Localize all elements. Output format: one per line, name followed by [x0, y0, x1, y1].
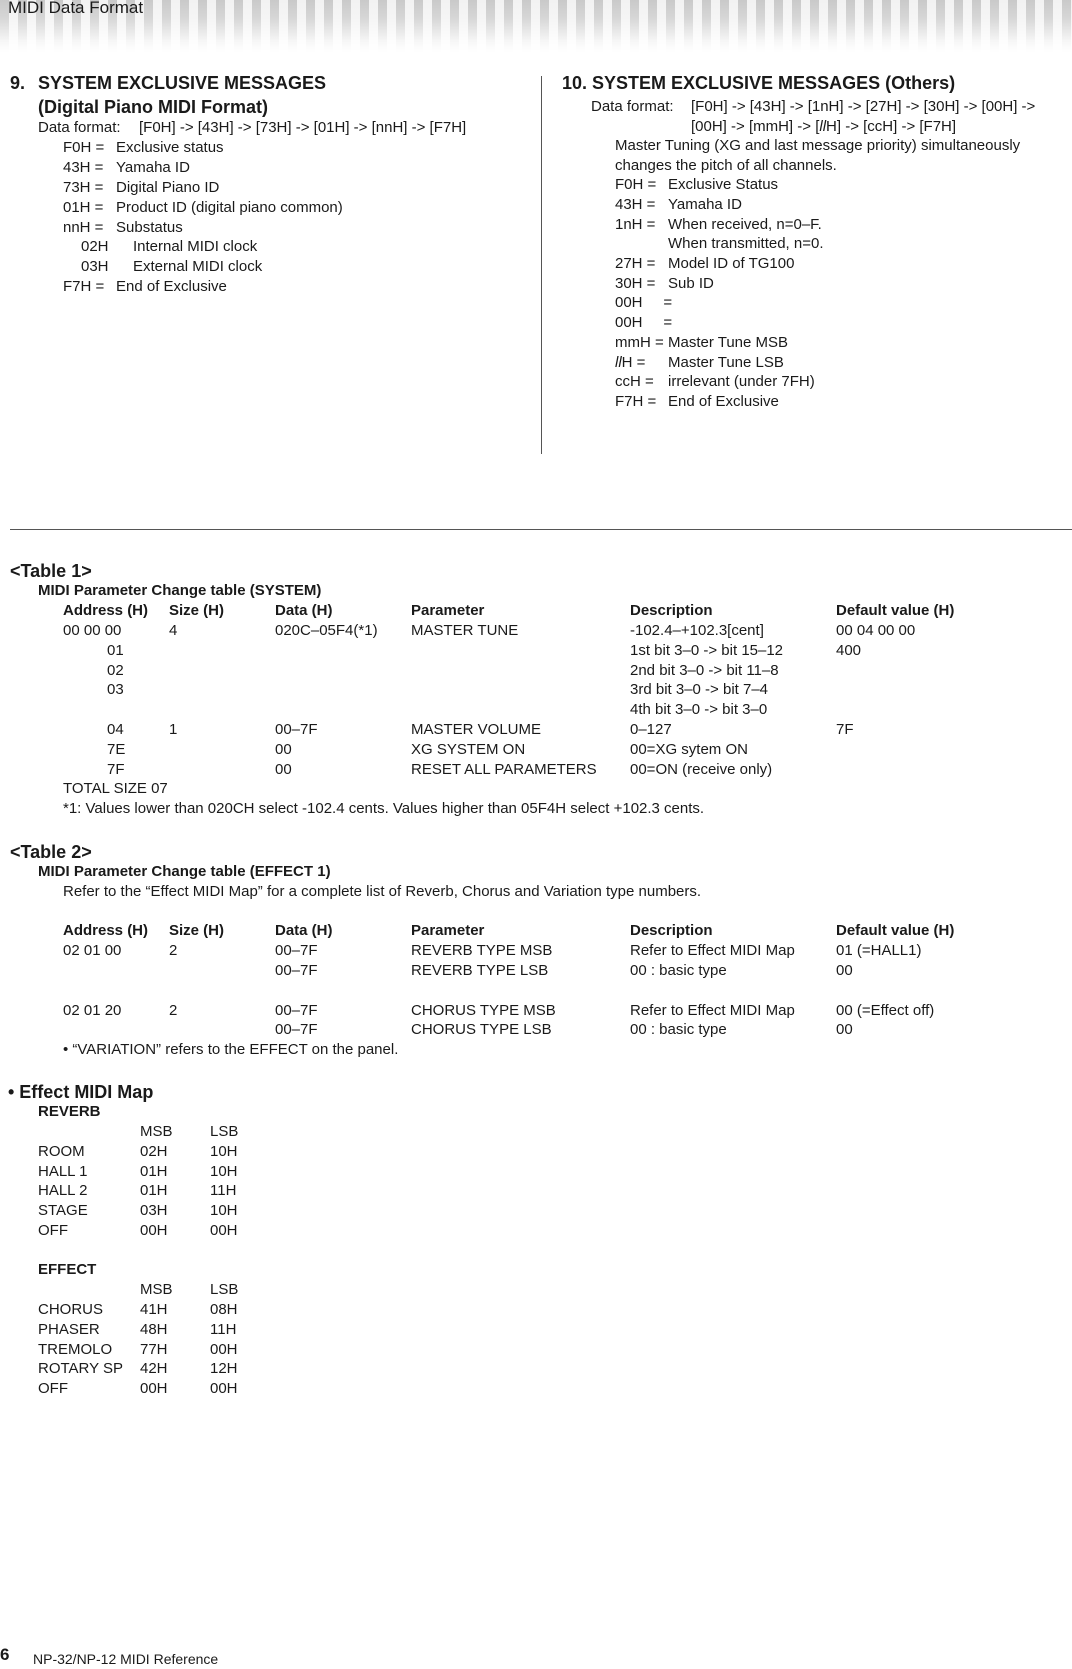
s9-key: nnH =: [63, 219, 104, 236]
t1-cell: 400: [836, 642, 862, 659]
section-10-format-line2: [00H] -> [mmH] -> [llH] -> [ccH] -> [F7H]: [691, 118, 957, 135]
reverb-row-name: ROOM: [38, 1143, 85, 1160]
s10-value: When transmitted, n=0.: [668, 235, 824, 252]
t1-cell: 00: [275, 741, 292, 758]
effect-row-name: OFF: [38, 1380, 68, 1397]
table-2-note: • “VARIATION” refers to the EFFECT on the panel.: [63, 1041, 399, 1058]
effect-row-msb: 77H: [140, 1341, 168, 1358]
table-1-total: TOTAL SIZE 07: [63, 780, 168, 797]
reverb-row-msb: 01H: [140, 1163, 168, 1180]
t2-col-header: Data (H): [275, 922, 333, 939]
t2-cell: 00: [836, 1021, 853, 1038]
section-9-format-value: [F0H] -> [43H] -> [73H] -> [01H] -> [nnH] -> [F7H]: [139, 119, 467, 136]
header-band: [0, 0, 1072, 52]
t2-cell: 02 01 00: [63, 942, 122, 959]
reverb-row-lsb: 10H: [210, 1163, 238, 1180]
reverb-row-lsb: 00H: [210, 1222, 238, 1239]
reverb-row-name: OFF: [38, 1222, 68, 1239]
t2-cell: CHORUS TYPE LSB: [411, 1021, 552, 1038]
s10-key: 00H =: [615, 294, 673, 311]
reverb-row-lsb: 11H: [210, 1182, 237, 1199]
t1-cell: 7F: [107, 761, 125, 778]
s10-value: Exclusive Status: [668, 176, 779, 193]
t1-cell: 7E: [107, 741, 126, 758]
s10-value: Master Tune MSB: [668, 334, 789, 351]
s10-key: 43H =: [615, 196, 656, 213]
effect-row-name: PHASER: [38, 1321, 100, 1338]
s10-key: F7H =: [615, 393, 657, 410]
t2-col-header: Address (H): [63, 922, 149, 939]
t2-col-header: Size (H): [169, 922, 225, 939]
s9-value: Substatus: [116, 219, 183, 236]
s9-key: 01H =: [63, 199, 104, 216]
t2-cell: 00 : basic type: [630, 1021, 727, 1038]
t2-cell: 2: [169, 942, 178, 959]
s9-sub-key: 03H: [81, 258, 109, 275]
t2-col-header: Parameter: [411, 922, 485, 939]
table-1-heading: <Table 1>: [10, 561, 92, 581]
effect-row-lsb: 08H: [210, 1301, 238, 1318]
t1-col-header: Description: [630, 602, 713, 619]
effect-row-msb: 42H: [140, 1360, 168, 1377]
reverb-row-lsb: 10H: [210, 1143, 238, 1160]
reverb-row-msb: 02H: [140, 1143, 168, 1160]
effect-row-name: CHORUS: [38, 1301, 104, 1318]
s10-value: End of Exclusive: [668, 393, 779, 410]
table-2-subtitle: MIDI Parameter Change table (EFFECT 1): [38, 863, 331, 880]
page-number: 6: [0, 1645, 10, 1664]
t2-col-header: Description: [630, 922, 713, 939]
s9-value: Digital Piano ID: [116, 179, 220, 196]
t2-cell: 00–7F: [275, 1021, 318, 1038]
reverb-row-name: HALL 1: [38, 1163, 88, 1180]
t2-cell: 00: [836, 962, 853, 979]
section-9-subtitle: (Digital Piano MIDI Format): [38, 97, 269, 117]
s9-key: F7H =: [63, 278, 105, 295]
t1-cell: 2nd bit 3–0 -> bit 11–8: [630, 662, 779, 679]
section-9-title: SYSTEM EXCLUSIVE MESSAGES: [38, 73, 327, 93]
t1-cell: 04: [107, 721, 124, 738]
t1-cell: 020C–05F4(*1): [275, 622, 378, 639]
section-10-desc-line2: changes the pitch of all channels.: [615, 157, 837, 174]
s9-value: Exclusive status: [116, 139, 224, 156]
reverb-col-header: LSB: [210, 1123, 239, 1140]
reverb-row-msb: 03H: [140, 1202, 168, 1219]
s10-key: ccH =: [615, 373, 654, 390]
t2-cell: REVERB TYPE LSB: [411, 962, 549, 979]
section-10-format-line1: [F0H] -> [43H] -> [1nH] -> [27H] -> [30H] -> [00H] ->: [691, 98, 1036, 115]
t1-cell: 7F: [836, 721, 854, 738]
table-1-subtitle: MIDI Parameter Change table (SYSTEM): [38, 582, 322, 599]
s10-key: 00H =: [615, 314, 673, 331]
effect-row-msb: 00H: [140, 1380, 168, 1397]
t1-col-header: Parameter: [411, 602, 485, 619]
s10-value: Model ID of TG100: [668, 255, 795, 272]
effect-row-msb: 41H: [140, 1301, 168, 1318]
s10-key: 30H =: [615, 275, 656, 292]
t2-cell: 02 01 20: [63, 1002, 122, 1019]
reverb-row-lsb: 10H: [210, 1202, 238, 1219]
section-9-number: 9.: [10, 73, 26, 93]
t1-cell: 00–7F: [275, 721, 318, 738]
t2-cell: 00–7F: [275, 1002, 318, 1019]
s9-value: Yamaha ID: [116, 159, 190, 176]
s10-key: llH =: [615, 354, 646, 371]
s10-value: Master Tune LSB: [668, 354, 784, 371]
effect-col-header: MSB: [140, 1281, 173, 1298]
t2-cell: Refer to Effect MIDI Map: [630, 942, 795, 959]
s9-key: 73H =: [63, 179, 104, 196]
t1-col-header: Address (H): [63, 602, 149, 619]
reverb-row-msb: 00H: [140, 1222, 168, 1239]
reverb-title: REVERB: [38, 1103, 101, 1120]
t1-cell: 4th bit 3–0 -> bit 3–0: [630, 701, 768, 718]
t1-cell: 1: [169, 721, 178, 738]
t2-cell: 2: [169, 1002, 178, 1019]
t2-cell: Refer to Effect MIDI Map: [630, 1002, 795, 1019]
effect-row-name: ROTARY SP: [38, 1360, 124, 1377]
section-10-desc-line1: Master Tuning (XG and last message priority) simultaneously: [615, 137, 1021, 154]
s10-key: F0H =: [615, 176, 657, 193]
s10-key: 27H =: [615, 255, 656, 272]
effect-row-name: TREMOLO: [38, 1341, 113, 1358]
t2-cell: REVERB TYPE MSB: [411, 942, 553, 959]
t1-cell: MASTER TUNE: [411, 622, 519, 639]
t1-cell: 02: [107, 662, 124, 679]
effect-title: EFFECT: [38, 1261, 97, 1278]
column-divider: [541, 76, 542, 454]
s9-sub-key: 02H: [81, 238, 109, 255]
table-2-intro: Refer to the “Effect MIDI Map” for a complete list of Reverb, Chorus and Variation type numbers.: [63, 883, 702, 900]
s9-value: Product ID (digital piano common): [116, 199, 343, 216]
reverb-col-header: MSB: [140, 1123, 173, 1140]
section-10-format-label: Data format:: [591, 98, 674, 115]
effect-row-lsb: 11H: [210, 1321, 237, 1338]
effect-row-msb: 48H: [140, 1321, 168, 1338]
s9-key: F0H =: [63, 139, 105, 156]
section-10-title: 10. SYSTEM EXCLUSIVE MESSAGES (Others): [562, 73, 956, 93]
reverb-row-name: HALL 2: [38, 1182, 88, 1199]
t1-cell: MASTER VOLUME: [411, 721, 542, 738]
s9-value: End of Exclusive: [116, 278, 227, 295]
footer-text: NP-32/NP-12 MIDI Reference: [33, 1651, 219, 1667]
t1-cell: 00 04 00 00: [836, 622, 916, 639]
t2-cell: 00 : basic type: [630, 962, 727, 979]
s10-value: Yamaha ID: [668, 196, 742, 213]
effect-row-lsb: 12H: [210, 1360, 238, 1377]
t1-cell: 3rd bit 3–0 -> bit 7–4: [630, 681, 769, 698]
t1-cell: 00 00 00: [63, 622, 122, 639]
effect-row-lsb: 00H: [210, 1341, 238, 1358]
s10-key: 1nH =: [615, 216, 656, 233]
effect-map-heading: • Effect MIDI Map: [8, 1082, 154, 1102]
t2-col-header: Default value (H): [836, 922, 955, 939]
t2-cell: 00–7F: [275, 942, 318, 959]
effect-row-lsb: 00H: [210, 1380, 238, 1397]
s9-key: 43H =: [63, 159, 104, 176]
t1-cell: 00=ON (receive only): [630, 761, 773, 778]
t1-cell: 1st bit 3–0 -> bit 15–12: [630, 642, 784, 659]
t1-cell: 4: [169, 622, 178, 639]
s10-value: irrelevant (under 7FH): [668, 373, 815, 390]
s10-value: When received, n=0–F.: [668, 216, 822, 233]
effect-col-header: LSB: [210, 1281, 239, 1298]
s10-value: Sub ID: [668, 275, 714, 292]
s9-sub-value: External MIDI clock: [133, 258, 263, 275]
t2-cell: 00–7F: [275, 962, 318, 979]
s10-key: mmH =: [615, 334, 664, 351]
t1-col-header: Size (H): [169, 602, 225, 619]
table-1-note: *1: Values lower than 020CH select -102.4 cents. Values higher than 05F4H select +102.3 cents.: [63, 800, 705, 817]
page-header-title: MIDI Data Format: [8, 0, 144, 17]
t2-cell: 01 (=HALL1): [836, 942, 922, 959]
t1-cell: 00=XG sytem ON: [630, 741, 748, 758]
reverb-row-name: STAGE: [38, 1202, 88, 1219]
section-9-format-label: Data format:: [38, 119, 121, 136]
s9-sub-value: Internal MIDI clock: [133, 238, 258, 255]
t1-cell: 01: [107, 642, 124, 659]
section-divider: [10, 529, 1072, 530]
t1-col-header: Default value (H): [836, 602, 955, 619]
t1-cell: 03: [107, 681, 124, 698]
t1-col-header: Data (H): [275, 602, 333, 619]
t1-cell: RESET ALL PARAMETERS: [411, 761, 597, 778]
t1-cell: XG SYSTEM ON: [411, 741, 526, 758]
t1-cell: -102.4–+102.3[cent]: [630, 622, 764, 639]
table-2-heading: <Table 2>: [10, 842, 92, 862]
t1-cell: 00: [275, 761, 292, 778]
reverb-row-msb: 01H: [140, 1182, 168, 1199]
t1-cell: 0–127: [630, 721, 672, 738]
t2-cell: CHORUS TYPE MSB: [411, 1002, 556, 1019]
t2-cell: 00 (=Effect off): [836, 1002, 935, 1019]
